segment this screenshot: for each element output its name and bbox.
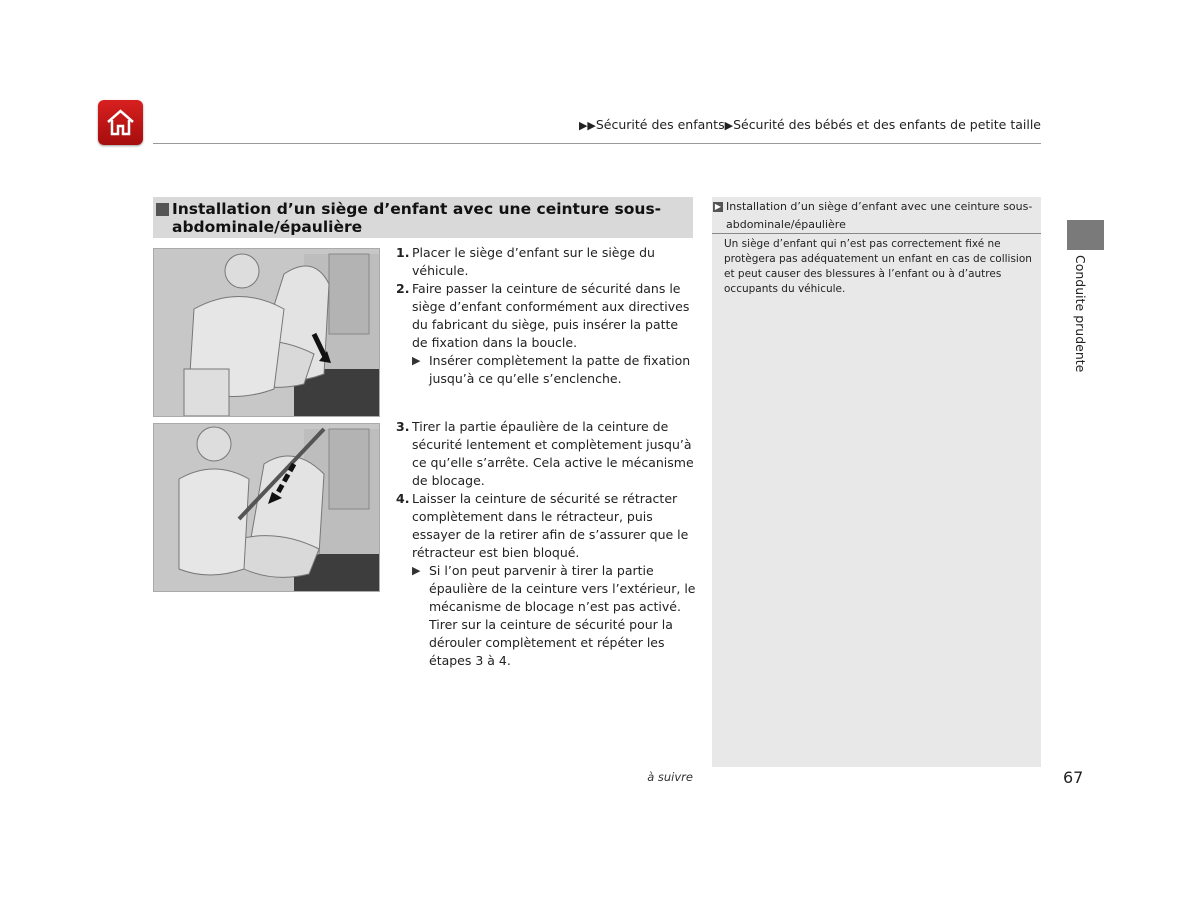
breadcrumb-arrow-icon: ▶▶ <box>578 119 596 132</box>
breadcrumb-item-2[interactable]: Sécurité des bébés et des enfants de petite taille <box>733 117 1041 132</box>
sidebar-note <box>712 197 1041 767</box>
illustration-install-seat <box>153 248 380 417</box>
section-heading <box>153 197 693 238</box>
triangle-bullet-icon: ▶ <box>412 354 421 367</box>
step-note-text: Si l’on peut parvenir à tirer la partie épaulière de la ceinture vers l’extérieur, le mécanisme de blocage n’est pas activé. Tirer sur la ceinture de sécurité pour la dérouler complètement et répéter les étapes 3 à 4. <box>429 563 696 668</box>
heading-square-icon <box>156 203 169 216</box>
sidebar-text: Un siège d’enfant qui n’est pas correctement fixé ne protègera pas adéquatement un enfant en cas de collision et peut causer des blessures à l’enfant ou à d’autres occupants du véhicule. <box>724 238 1032 295</box>
illustration-pull-belt <box>153 423 380 592</box>
step-text: Tirer la partie épaulière de la ceinture de sécurité lentement et complètement jusqu’à ce qu’elle s’arrête. Cela active le mécanisme de blocage. <box>412 419 694 488</box>
step-note <box>396 562 696 670</box>
reference-icon: ▶ <box>714 202 722 211</box>
triangle-bullet-icon: ▶ <box>412 564 421 577</box>
continue-label: à suivre <box>647 770 693 784</box>
breadcrumb-item-1[interactable]: Sécurité des enfants <box>595 117 725 132</box>
step-item <box>396 244 696 280</box>
step-number: 4. <box>396 491 410 506</box>
sidebar-divider <box>712 233 1041 234</box>
section-title: Installation d’un siège d’enfant avec une ceinture sous-abdominale/épaulière <box>172 200 662 236</box>
home-button[interactable] <box>98 100 143 145</box>
step-text: Faire passer la ceinture de sécurité dans le siège d’enfant conformément aux directives du fabricant du siège, puis insérer la patte de fixation dans la boucle. <box>412 281 690 350</box>
step-item <box>396 418 696 490</box>
step-number: 1. <box>396 245 410 260</box>
home-icon <box>104 106 137 139</box>
header-divider <box>153 143 1041 144</box>
step-item <box>396 280 696 352</box>
step-text: Laisser la ceinture de sécurité se rétracter complètement dans le rétracteur, puis essayer de la retirer afin de s’assurer que le rétracteur est bien bloqué. <box>412 491 689 560</box>
page-number: 67 <box>1063 768 1084 787</box>
step-item <box>396 490 696 562</box>
steps-group-2 <box>396 418 696 670</box>
step-number: 3. <box>396 419 410 434</box>
chapter-tab[interactable] <box>1067 220 1104 250</box>
sidebar-title-text: Installation d’un siège d’enfant avec une ceinture sous-abdominale/épaulière <box>726 200 1033 231</box>
steps-group-1 <box>396 244 696 388</box>
step-note-text: Insérer complètement la patte de fixation jusqu’à ce qu’elle s’enclenche. <box>429 353 691 386</box>
breadcrumb <box>579 117 1041 132</box>
breadcrumb-arrow-icon: ▶ <box>724 119 734 132</box>
step-text: Placer le siège d’enfant sur le siège du véhicule. <box>412 245 655 278</box>
step-number: 2. <box>396 281 410 296</box>
step-note <box>396 352 696 388</box>
sidebar-title <box>712 198 1037 234</box>
chapter-tab-label[interactable]: Conduite prudente <box>1073 255 1088 373</box>
